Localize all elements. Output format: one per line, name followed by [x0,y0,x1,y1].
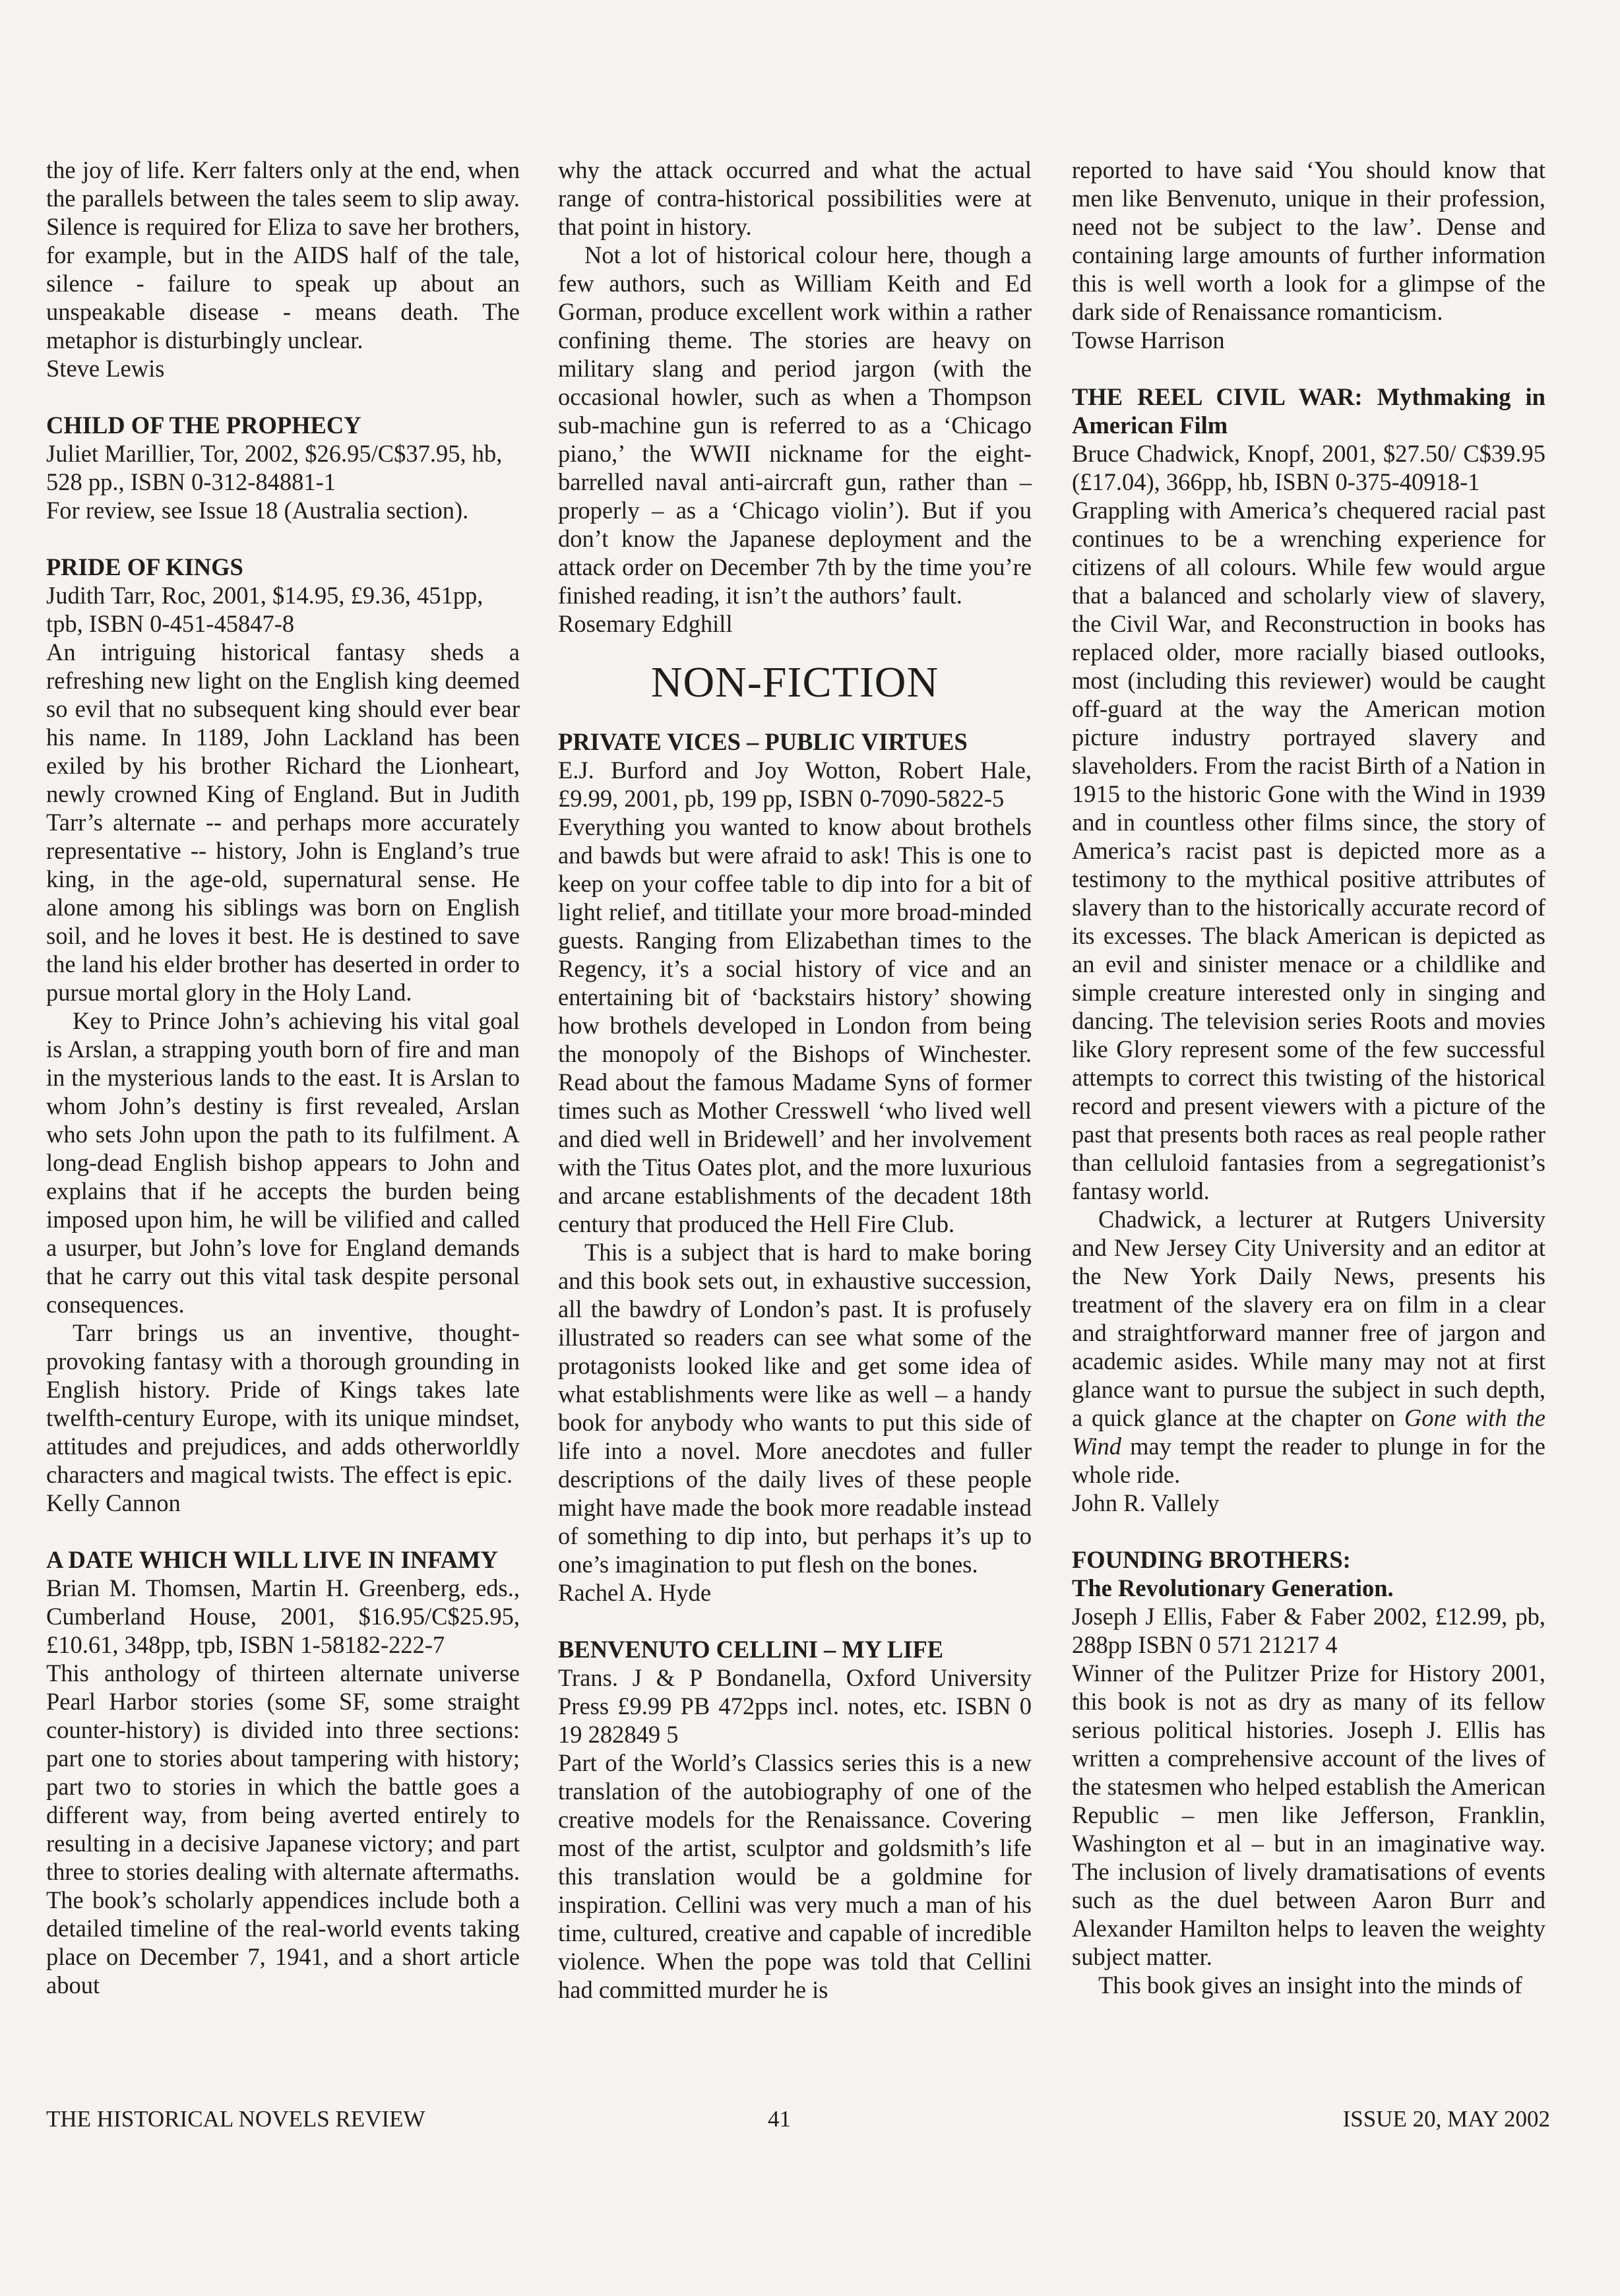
reviewer-name: Kelly Cannon [46,1489,181,1516]
review-paragraph: This is a subject that is hard to make boring and this book sets out, in exhaustive succession, all the bawdry of London’s past. It is profusely illustrated so readers can see what some of the protagonists looked like and get some idea of what establishments were like as well – a handy book for anybody who wants to put this side of life into a novel. More anecdotes and fuller descriptions of the daily lives of these people might have made the book more readable instead of something to dip into, but perhaps it’s up to one’s imagination to put flesh on the bones. [558,1239,1032,1578]
review-paragraph: This anthology of thirteen alternate universe Pearl Harbor stories (some SF, some straight counter-history) is divided into three sections: part one to stories about tampering with history; part two to stories in which the battle goes a different way, from being averted entirely to resulting in a decisive Japanese victory; and part three to stories dealing with alternate aftermaths. The book’s scholarly appendices include both a detailed timeline of the real-world events taking place on December 7, 1941, and a short article about [46,1660,520,1999]
book-bibliographic-info: Joseph J Ellis, Faber & Faber 2002, £12.99, pb, 288pp ISBN 0 571 21217 4 [1072,1603,1545,1658]
review-paragraph: Not a lot of historical colour here, though a few authors, such as William Keith and Ed Gorman, produce excellent work within a rather confining theme. The stories are heavy on military slang and period jargon (with the occasional howler, such as when a Thompson sub-machine gun is referred to as a ‘Chicago piano,’ the WWII nickname for the eight-barrelled naval anti-aircraft gun, rather than – properly – as a ‘Chicago violin’). But if you don’t know the Japanese deployment and the attack order on December 7th by the time you’re finished reading, it isn’t the authors’ fault. [558,241,1032,609]
book-bibliographic-info: Brian M. Thomsen, Martin H. Greenberg, eds., Cumberland House, 2001, $16.95/C$25.95, £10.61, 348pp, tpb, ISBN 1-58182-222-7 [46,1574,520,1658]
review-paragraph: Tarr brings us an inventive, thought-provoking fantasy with a thorough grounding in English history. Pride of Kings takes late twelfth-century Europe, with its unique mindset, attitudes and prejudices, and adds otherworldly characters and magical twists. The effect is epic. [46,1319,520,1488]
review-paragraph: the joy of life. Kerr falters only at the end, when the parallels between the tales seem to slip away. Silence is required for Eliza to save her brothers, for example, but in the AIDS half of the tale, silence - failure to speak up about an unspeakable disease - means death. The metaphor is disturbingly unclear. [46,156,520,354]
column-1 [46,156,520,1999]
review-text: Chadwick, a lecturer at Rutgers University and New Jersey City University and an editor at the New York Daily News, presents his treatment of the slavery era on film in a clear and straightforward manner free of jargon and academic asides. While many may not at first glance want to pursue the subject in such depth, a quick glance at the chapter on [1072,1206,1545,1431]
book-bibliographic-info: Juliet Marillier, Tor, 2002, $26.95/C$37.95, hb, 528 pp., ISBN 0-312-84881-1 [46,440,503,495]
book-bibliographic-info: Trans. J & P Bondanella, Oxford University Press £9.99 PB 472pps incl. notes, etc. ISBN 0 19 282849 5 [558,1664,1032,1748]
publication-name: THE HISTORICAL NOVELS REVIEW [46,2106,425,2132]
book-subtitle: The Revolutionary Generation. [1072,1574,1394,1601]
review-paragraph: This book gives an insight into the minds of [1098,1971,1522,1999]
reviewer-name: Rachel A. Hyde [558,1579,712,1606]
column-3 [1072,156,1545,1999]
review-paragraph: Everything you wanted to know about brothels and bawds but were afraid to ask! This is one to keep on your coffee table to dip into for a bit of light relief, and titillate your more broad-minded guests. Ranging from Elizabethan times to the Regency, it’s a social history of vice and an entertaining bit of ‘backstairs history’ showing how brothels developed in London from being the monopoly of the Bishops of Winchester. Read about the famous Madame Syns of former times such as Mother Cresswell ‘who lived well and died well in Bridewell’ and her involvement with the Titus Oates plot, and the more luxurious and arcane establishments of the decadent 18th century that produced the Hell Fire Club. [558,813,1032,1237]
book-title: FOUNDING BROTHERS: [1072,1546,1351,1573]
book-title: PRIVATE VICES – PUBLIC VIRTUES [558,728,968,755]
review-paragraph: why the attack occurred and what the actual range of contra-historical possibilities were at that point in history. [558,156,1032,240]
reviewer-name: Steve Lewis [46,355,165,382]
review-paragraph [1072,1205,1545,1489]
book-bibliographic-info: Judith Tarr, Roc, 2001, $14.95, £9.36, 451pp, tpb, ISBN 0-451-45847-8 [46,582,483,637]
review-paragraph: Winner of the Pulitzer Prize for History 2001, this book is not as dry as many of its fellow serious political histories. Joseph J. Ellis has written a comprehensive account of the lives of the statesmen who helped establish the American Republic – men like Jefferson, Franklin, Washington et al – but in an imaginative way. The inclusion of lively dramatisations of events such as the duel between Aaron Burr and Alexander Hamilton helps to leaven the weighty subject matter. [1072,1660,1545,1970]
issue-label: ISSUE 20, MAY 2002 [1342,2106,1550,2132]
film-title: Gone with the Wind [1072,1404,1545,1460]
reviewer-name: John R. Vallely [1072,1489,1220,1516]
review-paragraph: reported to have said ‘You should know that men like Benvenuto, unique in their profession, need not be subject to the law’. Dense and containing large amounts of further information this is well worth a look for a glimpse of the dark side of Renaissance romanticism. [1072,156,1545,325]
reviewer-name: Towse Harrison [1072,326,1225,354]
review-paragraph: Grappling with America’s chequered racial past continues to be a wrenching experience for citizens of all colours. While few would argue that a balanced and scholarly view of slavery, the Civil War, and Reconstruction in books has replaced older, more racially biased outlooks, most (including this reviewer) would be caught off-guard at the way the American motion picture industry portrayed slavery and slaveholders. From the racist Birth of a Nation in 1915 to the historic Gone with the Wind in 1939 and in countless other films since, the story of America’s racist past is depicted more as a testimony to the mythical positive attributes of slavery than to the historically accurate record of its excesses. The black American is depicted as an evil and sinister menace or a childlike and simple creature interested only in singing and dancing. The television series Roots and movies like Glory represent some of the few successful attempts to correct this twisting of the historical record and present viewers with a picture of the past that presents both races as real people rather than celluloid fantasies from a segregationist’s fantasy world. [1072,497,1545,1204]
review-paragraph: Key to Prince John’s achieving his vital goal is Arslan, a strapping youth born of fire and man in the mysterious lands to the east. It is Arslan to whom John’s destiny is first revealed, Arslan who sets John upon the path to its fulfilment. A long-dead English bishop appears to John and explains that if he accepts the burden being imposed upon him, he will be vilified and called a usurper, but John’s love for England demands that he carry out this vital task despite personal consequences. [46,1007,520,1318]
review-text: may tempt the reader to plunge in for the whole ride. [1072,1433,1545,1488]
review-paragraph: An intriguing historical fantasy sheds a refreshing new light on the English king deemed so evil that no subsequent king should ever bear his name. In 1189, John Lackland has been exiled by his brother Richard the Lionheart, newly crowned King of England. But in Judith Tarr’s alternate -- and perhaps more accurately representative -- history, John is England’s true king, in the age-old, supernatural sense. He alone among his siblings was born on English soil, and he loves it best. He is destined to save the land his elder brother has deserted in order to pursue mortal glory in the Holy Land. [46,638,520,1006]
book-title: THE REEL CIVIL WAR: Mythmaking in American Film [1072,383,1545,439]
book-bibliographic-info: E.J. Burford and Joy Wotton, Robert Hale, £9.99, 2001, pb, 199 pp, ISBN 0-7090-5822-5 [558,757,1032,812]
book-title: BENVENUTO CELLINI – MY LIFE [558,1636,944,1663]
section-heading: NON-FICTION [650,658,939,706]
page-number: 41 [768,2106,791,2132]
book-title: CHILD OF THE PROPHECY [46,412,361,439]
review-note: For review, see Issue 18 (Australia section). [46,497,469,524]
book-bibliographic-info: Bruce Chadwick, Knopf, 2001, $27.50/ C$39.95 (£17.04), 366pp, hb, ISBN 0-375-40918-1 [1072,440,1545,495]
book-title: A DATE WHICH WILL LIVE IN INFAMY [46,1546,498,1573]
reviewer-name: Rosemary Edghill [558,610,733,637]
book-title: PRIDE OF KINGS [46,553,243,580]
column-2 [558,156,1032,2004]
review-paragraph: Part of the World’s Classics series this is a new translation of the autobiography of one of the creative models for the Renaissance. Covering most of the artist, sculptor and goldsmith’s life this translation would be a goldmine for inspiration. Cellini was very much a man of his time, cultured, creative and capable of incredible violence. When the pope was told that Cellini had committed murder he is [558,1749,1032,2003]
